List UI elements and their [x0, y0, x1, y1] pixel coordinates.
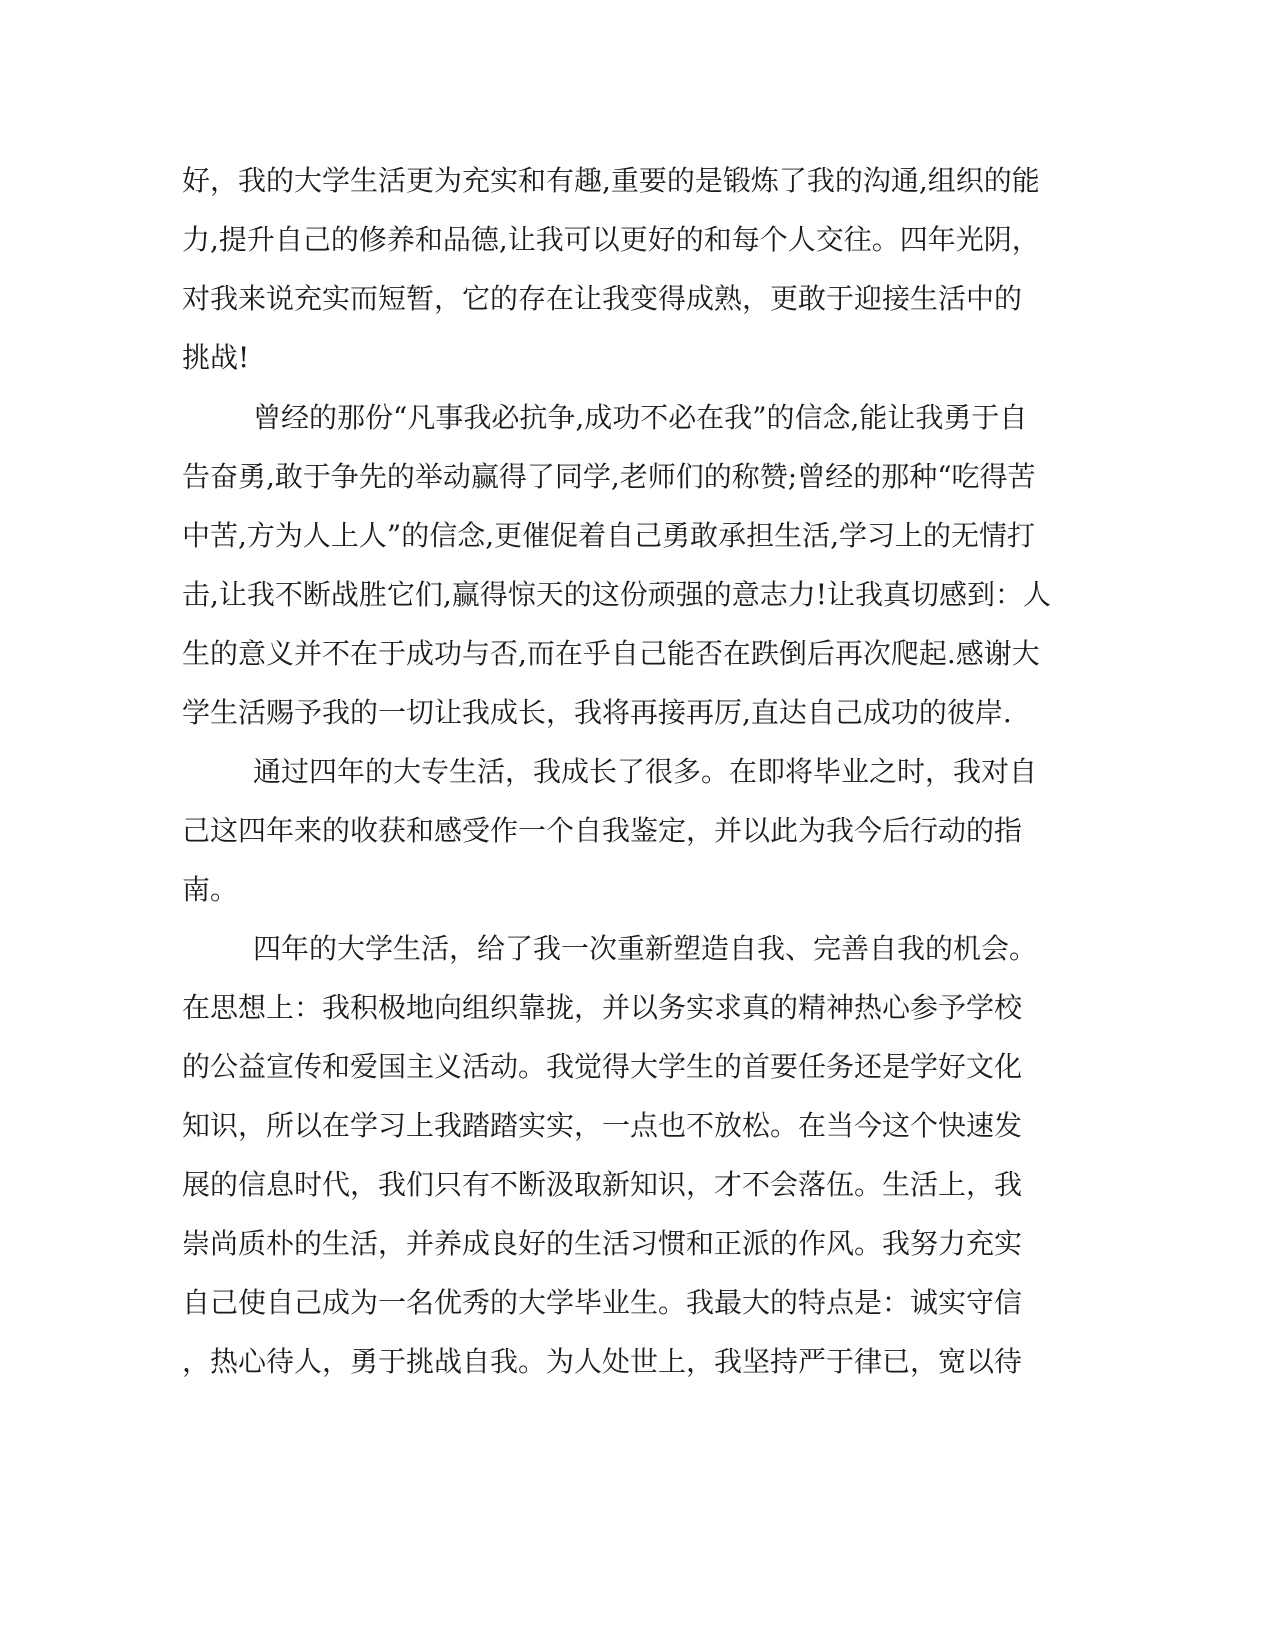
text-line: 好，我的大学生活更为充实和有趣,重要的是锻炼了我的沟通,组织的能 [182, 164, 1040, 197]
text-line: 崇尚质朴的生活，并养成良好的生活习惯和正派的作风。我努力充实 [182, 1227, 1023, 1260]
text-line: 自己使自己成为一名优秀的大学毕业生。我最大的特点是：诚实守信 [182, 1286, 1023, 1319]
text-line: ，热心待人，勇于挑战自我。为人处世上，我坚持严于律已，宽以待 [182, 1345, 1023, 1378]
text-line: 中苦,方为人上人”的信念,更催促着自己勇敢承担生活,学习上的无情打 [182, 519, 1036, 552]
text-line: 四年的大学生活，给了我一次重新塑造自我、完善自我的机会。 [253, 932, 1038, 965]
text-line: 生的意义并不在于成功与否,而在乎自己能否在跌倒后再次爬起.感谢大 [182, 637, 1040, 670]
text-line: 击,让我不断战胜它们,赢得惊天的这份顽强的意志力!让我真切感到：人 [182, 578, 1052, 611]
text-line: 的公益宣传和爱国主义活动。我觉得大学生的首要任务还是学好文化 [182, 1050, 1023, 1083]
text-line: 曾经的那份“凡事我必抗争,成功不必在我”的信念,能让我勇于自 [253, 401, 1028, 434]
text-line: 告奋勇,敢于争先的举动赢得了同学,老师们的称赞;曾经的那种“吃得苦 [182, 460, 1036, 493]
text-line: 力,提升自己的修养和品德,让我可以更好的和每个人交往。四年光阴， [182, 223, 1040, 256]
text-line: 对我来说充实而短暂，它的存在让我变得成熟，更敢于迎接生活中的 [182, 282, 1023, 315]
text-line: 在思想上：我积极地向组织靠拢，并以务实求真的精神热心参予学校 [182, 991, 1023, 1024]
text-line: 己这四年来的收获和感受作一个自我鉴定，并以此为我今后行动的指 [182, 814, 1023, 847]
text-line: 知识，所以在学习上我踏踏实实，一点也不放松。在当今这个快速发 [182, 1109, 1023, 1142]
text-line: 通过四年的大专生活，我成长了很多。在即将毕业之时，我对自 [253, 755, 1038, 788]
text-line: 挑战! [182, 341, 250, 374]
text-line: 学生活赐予我的一切让我成长，我将再接再厉,直达自己成功的彼岸. [182, 696, 1012, 729]
text-line: 南。 [182, 873, 239, 906]
text-line: 展的信息时代，我们只有不断汲取新知识，才不会落伍。生活上，我 [182, 1168, 1023, 1201]
